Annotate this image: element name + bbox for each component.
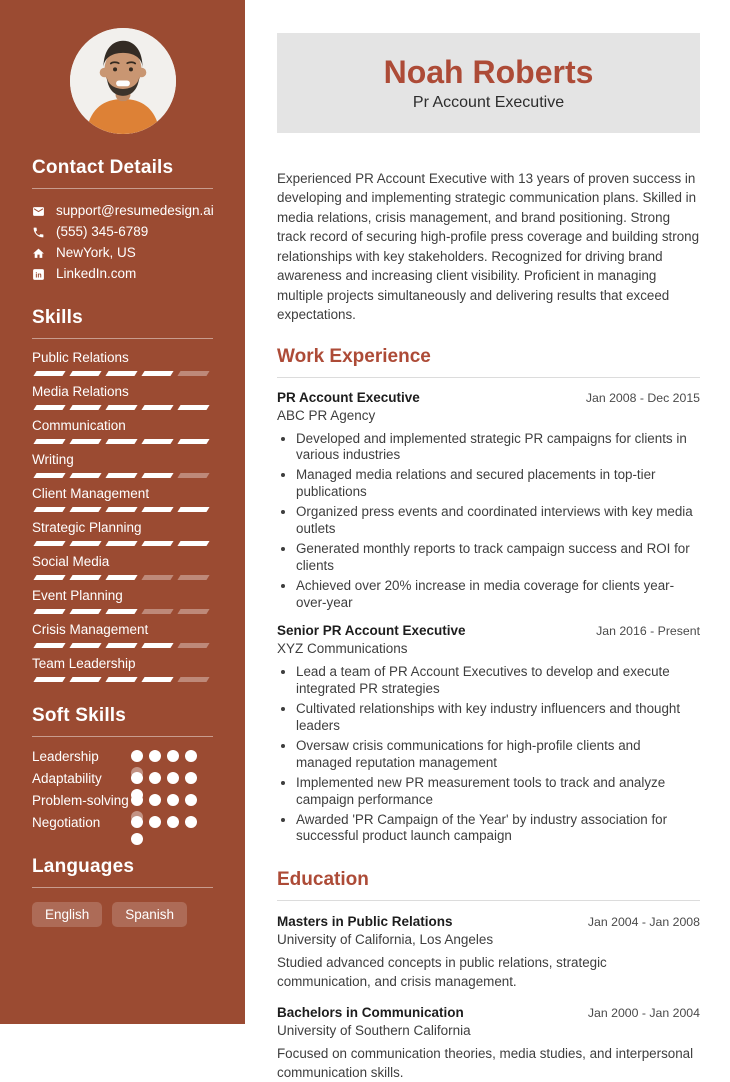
avatar-illustration (70, 28, 176, 134)
person-name: Noah Roberts (383, 53, 594, 90)
skill-bar-segment (69, 507, 101, 512)
job-bullets (277, 664, 700, 845)
skill-bar-segment (33, 507, 65, 512)
skill-bar-segment (141, 507, 173, 512)
rating-dot (149, 750, 161, 762)
contact-text: (555) 345-6789 (56, 224, 149, 239)
skill-bar-segment (33, 405, 65, 410)
skill-bar-segment (105, 643, 137, 648)
skill-item (32, 554, 213, 580)
phone-icon (32, 226, 45, 239)
soft-skill-name: Leadership (32, 749, 99, 764)
bullet-item: • Generated monthly reports to track campaign success and ROI for clients (296, 541, 700, 575)
bullet-item: • Developed and implemented strategic PR campaigns for clients in various industries (296, 431, 700, 465)
skill-name: Writing (32, 452, 74, 467)
job-bullets (277, 431, 700, 612)
skill-name: Strategic Planning (32, 520, 142, 535)
bullet-item: • Lead a team of PR Account Executives to develop and execute integrated PR strategies (296, 664, 700, 698)
main-content (245, 0, 730, 1080)
skill-item (32, 520, 213, 546)
skill-bar (35, 473, 213, 478)
education-dates: Jan 2000 - Jan 2004 (587, 1005, 700, 1020)
contact-item (32, 243, 213, 263)
skill-bar-segment (177, 473, 209, 478)
divider (32, 736, 213, 737)
summary-text: Experienced PR Account Executive with 13 years of proven success in developing and implementing strategic communication plans. Skilled in media relations, crisis management, and brand positioning. Strong track record of securing high-profile press coverage and building strong relationships with key stakeholders. Recognized for driving brand awareness and increasing client visibility. Proficient in managing multiple projects simultaneously and delivering results that exceed expectations. (277, 171, 700, 323)
job-role: Senior PR Account Executive (277, 623, 466, 639)
language-list (32, 902, 213, 927)
bullet-item: • Achieved over 20% increase in media coverage for clients year-over-year (296, 578, 700, 612)
contact-item (32, 201, 213, 221)
job-company: XYZ Communications (277, 641, 408, 657)
job-entry (277, 623, 700, 845)
rating-dot (185, 816, 197, 828)
bullet-item: • Awarded 'PR Campaign of the Year' by industry association for successful product launch campaign (296, 812, 700, 846)
skill-item (32, 384, 213, 410)
language-badge: Spanish (112, 902, 187, 927)
soft-skills-title: Soft Skills (32, 705, 127, 726)
skill-name: Media Relations (32, 384, 129, 399)
skill-name: Team Leadership (32, 656, 136, 671)
skill-bar (35, 371, 213, 376)
skill-item (32, 486, 213, 512)
soft-skill-item (32, 794, 213, 807)
skill-bar-segment (177, 405, 209, 410)
skill-bar-segment (177, 507, 209, 512)
divider (32, 188, 213, 189)
person-job-title: Pr Account Executive (412, 93, 565, 111)
degree: Bachelors in Communication (277, 1004, 464, 1020)
skill-bar-segment (33, 643, 65, 648)
envelope-icon (32, 205, 45, 218)
skill-bar-segment (69, 575, 101, 580)
linkedin-icon (32, 268, 45, 281)
skill-bar-segment (33, 439, 65, 444)
language-badge: English (32, 902, 102, 927)
job-dates: Jan 2008 - Dec 2015 (585, 390, 700, 405)
skill-bar (35, 609, 213, 614)
skills-section (32, 307, 213, 682)
bullet-item: • Oversaw crisis communications for high-profile clients and managed reputation management (296, 738, 700, 772)
languages-title: Languages (32, 856, 135, 877)
rating-dot (167, 794, 179, 806)
skill-name: Public Relations (32, 350, 129, 365)
skill-bar (35, 643, 213, 648)
skills-title: Skills (32, 307, 83, 328)
skill-bar-segment (33, 609, 65, 614)
rating-dot (149, 794, 161, 806)
rating-dot (131, 833, 143, 845)
job-entry (277, 390, 700, 612)
bullet-item: • Managed media relations and secured placements in top-tier publications (296, 467, 700, 501)
education-header (277, 914, 700, 929)
soft-skills-section (32, 705, 213, 829)
skill-bar-segment (33, 473, 65, 478)
divider (32, 338, 213, 339)
school: University of Southern California (277, 1022, 471, 1038)
education-description: Studied advanced concepts in public relations, strategic communication, and crisis management. (277, 955, 607, 990)
contact-title: Contact Details (32, 157, 174, 178)
skill-bar (35, 677, 213, 682)
sidebar (0, 0, 245, 1024)
skill-bar-segment (105, 473, 137, 478)
education-header (277, 1005, 700, 1020)
work-experience-section (277, 346, 700, 846)
skill-item (32, 418, 213, 444)
job-header (277, 390, 700, 405)
divider (32, 887, 213, 888)
skill-bar-segment (177, 371, 209, 376)
skill-bar (35, 439, 213, 444)
degree: Masters in Public Relations (277, 914, 453, 930)
name-header (277, 33, 700, 133)
contact-text: NewYork, US (56, 245, 136, 260)
job-dates: Jan 2016 - Present (596, 624, 700, 639)
skill-bar-segment (33, 575, 65, 580)
skill-bar-segment (141, 643, 173, 648)
skill-bar-segment (105, 677, 137, 682)
skill-bar-segment (105, 405, 137, 410)
skill-name: Event Planning (32, 588, 123, 603)
skill-bar-segment (105, 575, 137, 580)
skill-bar-segment (177, 609, 209, 614)
skill-bar-segment (141, 677, 173, 682)
skill-bar-segment (105, 439, 137, 444)
contact-text: LinkedIn.com (56, 266, 137, 281)
skill-list (32, 350, 213, 682)
soft-skill-item (32, 750, 213, 763)
skill-bar-segment (69, 677, 101, 682)
skill-item (32, 452, 213, 478)
skill-bar-segment (105, 609, 137, 614)
skill-bar-segment (141, 609, 173, 614)
skill-bar (35, 405, 213, 410)
skill-bar (35, 541, 213, 546)
job-company: ABC PR Agency (277, 407, 376, 423)
skill-bar-segment (69, 643, 101, 648)
skill-name: Communication (32, 418, 126, 433)
contact-text: support@resumedesign.ai (56, 203, 214, 218)
skill-name: Client Management (32, 486, 150, 501)
soft-skill-list (32, 750, 213, 829)
contact-section (32, 157, 213, 284)
skill-item (32, 350, 213, 376)
rating-dot (131, 794, 143, 806)
bullet-item: • Organized press events and coordinated interviews with key media outlets (296, 504, 700, 538)
profile-photo (70, 28, 176, 134)
skill-bar-segment (69, 609, 101, 614)
skill-bar-segment (141, 575, 173, 580)
skill-item (32, 656, 213, 682)
skill-name: Social Media (32, 554, 110, 569)
skill-bar (35, 507, 213, 512)
skill-bar-segment (141, 371, 173, 376)
skill-bar-segment (141, 405, 173, 410)
rating-dot (167, 772, 179, 784)
education-dates: Jan 2004 - Jan 2008 (587, 915, 700, 930)
skill-item (32, 622, 213, 648)
rating-dot (149, 772, 161, 784)
skill-name: Crisis Management (32, 622, 149, 637)
contact-item (32, 264, 213, 284)
soft-skill-item (32, 772, 213, 785)
skill-bar-segment (69, 371, 101, 376)
skill-bar-segment (105, 507, 137, 512)
skill-bar-segment (177, 439, 209, 444)
work-experience-title: Work Experience (277, 346, 700, 378)
rating-dot (185, 772, 197, 784)
education-description: Focused on communication theories, media studies, and interpersonal communication skills. (277, 1045, 694, 1080)
job-role: PR Account Executive (277, 389, 420, 405)
home-icon (32, 247, 45, 260)
education-entry (277, 1005, 700, 1082)
skill-bar-segment (105, 541, 137, 546)
contact-item (32, 222, 213, 242)
skill-bar-segment (105, 371, 137, 376)
rating-dot (149, 816, 161, 828)
skill-bar (35, 575, 213, 580)
languages-section (32, 856, 213, 927)
job-list (277, 390, 700, 846)
rating-dot (131, 772, 143, 784)
skill-bar-segment (69, 439, 101, 444)
bullet-item: • Cultivated relationships with key industry influencers and thought leaders (296, 701, 700, 735)
skill-bar-segment (69, 473, 101, 478)
rating-dot (185, 750, 197, 762)
skill-bar-segment (33, 371, 65, 376)
job-header (277, 623, 700, 638)
contact-list (32, 201, 213, 284)
skill-bar-segment (141, 473, 173, 478)
education-section (277, 869, 700, 1082)
rating-dot (167, 750, 179, 762)
skill-bar-segment (141, 541, 173, 546)
skill-bar-segment (177, 575, 209, 580)
rating-dots (131, 816, 197, 845)
school: University of California, Los Angeles (277, 932, 494, 948)
soft-skill-name: Problem-solving (32, 793, 129, 808)
education-list (277, 914, 700, 1082)
bullet-item: • Implemented new PR measurement tools to track and analyze campaign performance (296, 775, 700, 809)
soft-skill-name: Adaptability (32, 771, 102, 786)
skill-bar-segment (141, 439, 173, 444)
education-title: Education (277, 869, 700, 901)
skill-item (32, 588, 213, 614)
rating-dot (185, 794, 197, 806)
skill-bar-segment (33, 677, 65, 682)
education-entry (277, 914, 700, 992)
skill-bar-segment (177, 541, 209, 546)
skill-bar-segment (177, 677, 209, 682)
skill-bar-segment (69, 541, 101, 546)
rating-dot (131, 816, 143, 828)
soft-skill-item (32, 816, 213, 829)
skill-bar-segment (33, 541, 65, 546)
skill-bar-segment (177, 643, 209, 648)
rating-dot (131, 750, 143, 762)
skill-bar-segment (69, 405, 101, 410)
svg-text:in: in (35, 271, 42, 279)
soft-skill-name: Negotiation (32, 815, 101, 830)
rating-dot (167, 816, 179, 828)
